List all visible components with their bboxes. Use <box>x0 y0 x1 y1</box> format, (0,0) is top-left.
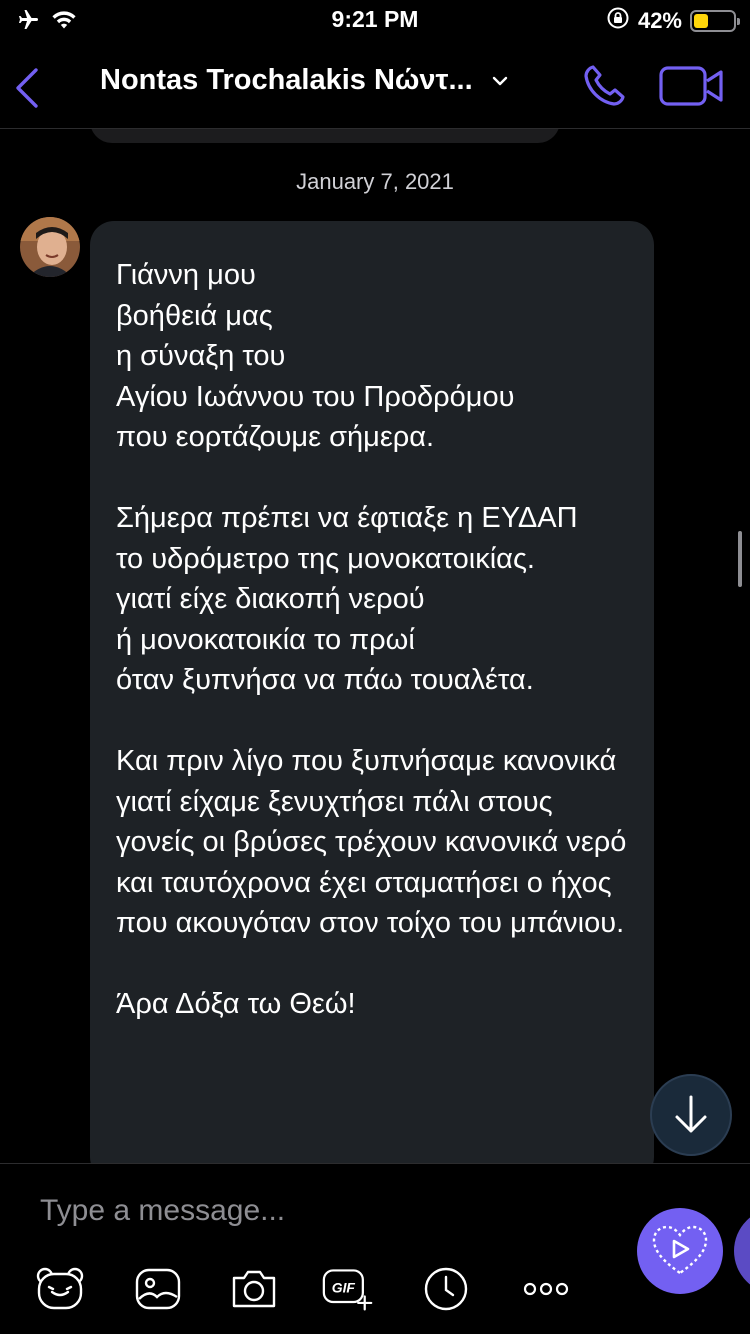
gallery-icon <box>133 1266 183 1312</box>
scrollbar[interactable] <box>738 531 742 587</box>
more-icon <box>521 1279 571 1299</box>
video-call-button[interactable] <box>658 64 726 108</box>
composer-toolbar <box>0 1264 620 1316</box>
previous-message-bubble <box>90 129 560 143</box>
battery-icon <box>690 10 736 32</box>
message-input[interactable] <box>38 1190 602 1232</box>
heart-play-icon <box>650 1223 710 1279</box>
orientation-lock-icon <box>606 6 630 36</box>
chat-header <box>0 44 750 129</box>
schedule-button[interactable] <box>420 1264 472 1314</box>
sticker-bear-icon <box>35 1266 85 1312</box>
gif-button[interactable] <box>322 1264 374 1314</box>
gif-label: GIF <box>331 1279 355 1296</box>
gallery-button[interactable] <box>132 1264 184 1314</box>
secondary-action-button[interactable] <box>734 1208 750 1294</box>
back-chevron-icon <box>12 66 46 110</box>
message-text: Γιάννη μου βοήθειά μας η σύναξη του Αγίου Ιωάννου του Προδρόμου που εορτάζουμε σήμερα. Σήμερα πρέπει να έφτιαξε η ΕΥΔΑΠ το υδρόμετρο της μονοκατοικίας. γιατί είχε διακοπή νερού ή μονοκατοικία το πρωί όταν ξυπνήσα να πάω τουαλέτα. Και πριν λίγο που ξυπνήσαμε κανονικά γιατί είχαμε ξενυχτήσει πάλι στους γονείς οι βρύσες τρέχουν κανονικά νερό και ταυτόχρονα έχει σταματήσει ο ήχος που ακουγόταν στον τοίχο του μπάνιου. Άρα Δόξα τω Θεώ! <box>116 259 627 1020</box>
phone-icon <box>580 62 628 110</box>
contact-photo <box>20 217 80 277</box>
chevron-down-icon <box>491 75 509 87</box>
send-button[interactable] <box>637 1208 723 1294</box>
avatar[interactable] <box>20 217 80 277</box>
message-composer <box>0 1163 750 1334</box>
video-camera-icon <box>658 64 726 108</box>
status-right <box>606 6 736 36</box>
camera-button[interactable] <box>228 1264 280 1314</box>
battery-percent: 42% <box>637 8 682 33</box>
contact-name: Nontas Trochalakis Νώντ... <box>100 64 473 96</box>
status-time: 9:21 PM <box>331 6 419 32</box>
contact-title-button[interactable] <box>100 64 509 97</box>
arrow-down-icon <box>671 1093 711 1137</box>
camera-icon <box>228 1266 280 1312</box>
message-bubble[interactable] <box>90 221 654 1163</box>
back-button[interactable] <box>12 66 46 110</box>
battery-level <box>694 14 708 28</box>
more-button[interactable] <box>520 1264 572 1314</box>
gif-icon <box>322 1265 374 1313</box>
call-button[interactable] <box>580 62 628 110</box>
scroll-to-bottom-button[interactable] <box>650 1074 732 1156</box>
status-bar <box>0 0 750 40</box>
sticker-button[interactable] <box>34 1264 86 1314</box>
clock-icon <box>422 1265 470 1313</box>
date-separator: January 7, 2021 <box>296 169 454 194</box>
chat-messages[interactable] <box>0 129 750 1163</box>
